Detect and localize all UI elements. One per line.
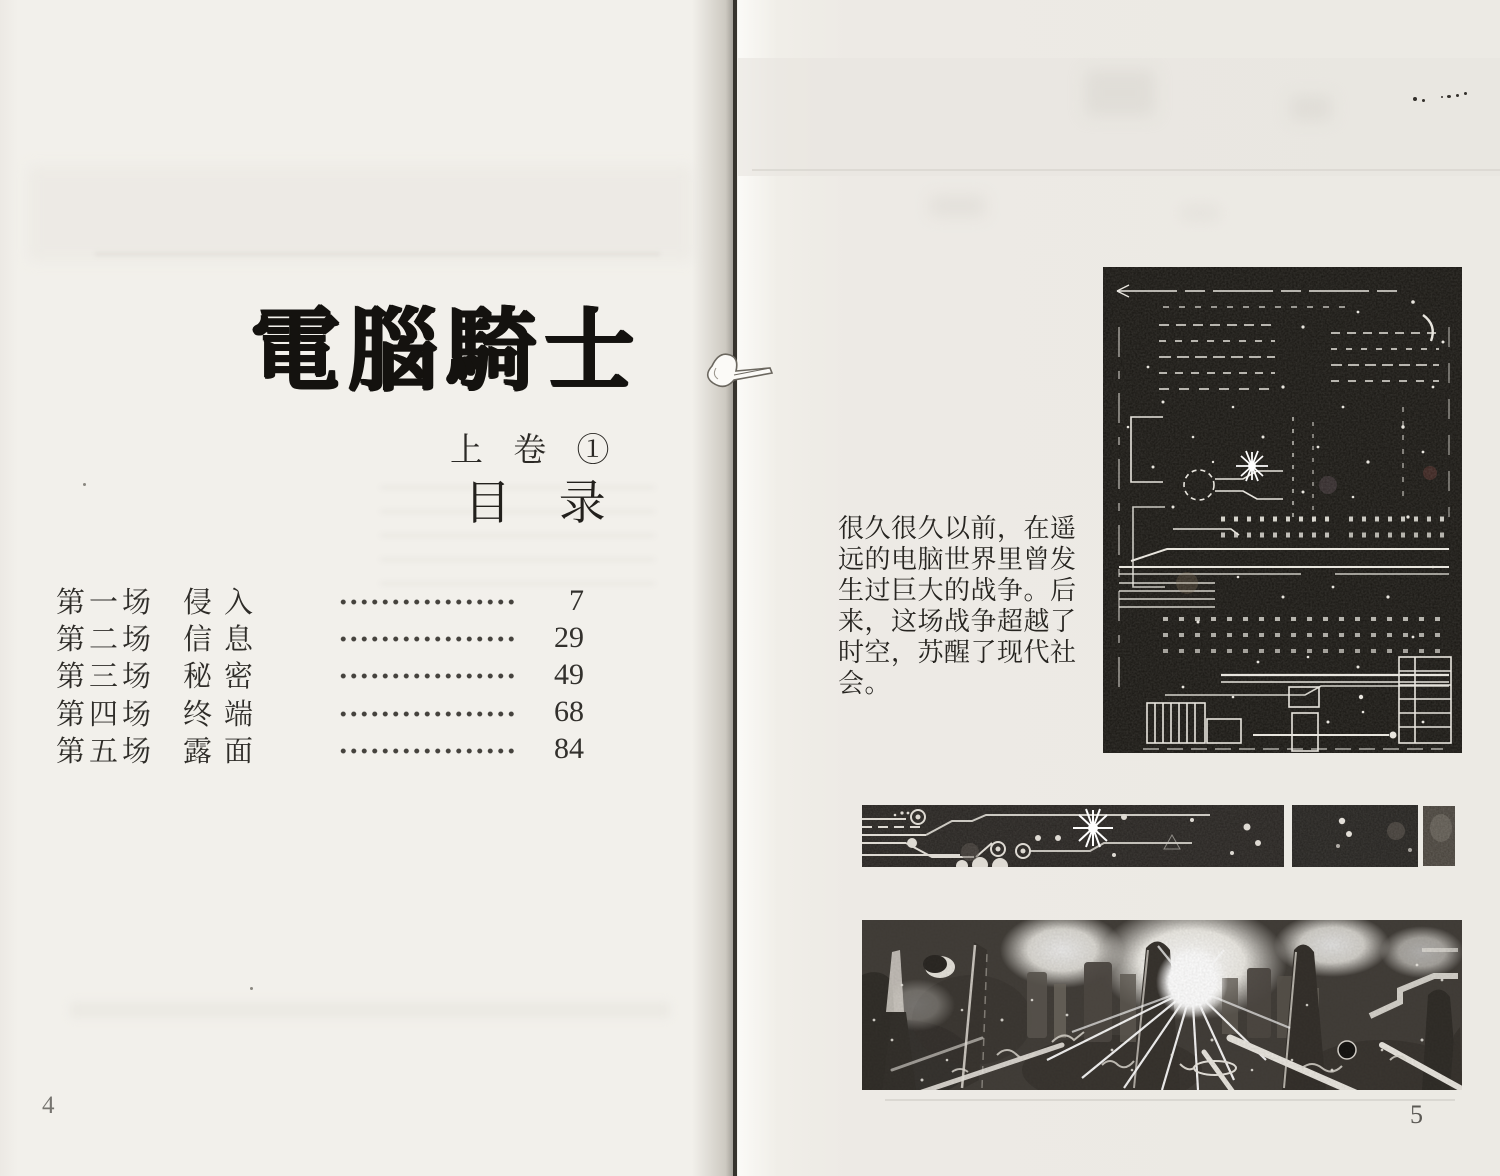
showthrough-line bbox=[95, 252, 660, 256]
binding-thread-icon bbox=[698, 344, 784, 398]
paper-speck bbox=[83, 483, 86, 486]
showthrough-smudge bbox=[1290, 95, 1332, 121]
toc-page-number: 29 bbox=[554, 620, 584, 654]
comic-panel-circuit-city bbox=[1103, 267, 1462, 753]
toc-page-number: 68 bbox=[554, 695, 584, 729]
crease-line bbox=[752, 169, 1500, 171]
toc-row bbox=[56, 582, 584, 619]
dot-leader bbox=[336, 582, 516, 619]
book-gutter bbox=[733, 0, 737, 1176]
war-scene-artwork bbox=[862, 920, 1462, 1090]
narration-line: 远的电脑世界里曾发 bbox=[838, 545, 1077, 575]
comic-panel-circuit-strip bbox=[1423, 806, 1455, 866]
toc-chapter-label: 第二场 bbox=[56, 624, 156, 657]
showthrough-band bbox=[70, 1002, 670, 1018]
ink-speck bbox=[1456, 94, 1459, 97]
toc-page-number: 49 bbox=[554, 657, 584, 691]
dot-leader bbox=[336, 619, 516, 656]
narration-text bbox=[838, 514, 1092, 700]
ink-speck bbox=[1464, 92, 1467, 95]
page-number-right: 5 bbox=[1410, 1100, 1423, 1129]
toc-chapter-label: 第四场 bbox=[56, 698, 156, 731]
narration-line: 会。 bbox=[838, 669, 892, 699]
toc-row bbox=[56, 619, 584, 656]
toc-page-number: 7 bbox=[569, 583, 584, 617]
ink-speck bbox=[1422, 99, 1425, 102]
toc-row bbox=[56, 694, 584, 731]
paper-speck bbox=[250, 987, 253, 990]
toc-chapter-label: 第三场 bbox=[56, 661, 156, 694]
book-title: 電腦騎士 bbox=[250, 298, 642, 403]
toc-row bbox=[56, 731, 584, 768]
toc-entry-title: 露面 bbox=[183, 735, 266, 768]
comic-panel-circuit-strip bbox=[1292, 805, 1418, 867]
circuit-city-artwork bbox=[1103, 267, 1462, 753]
dot-leader bbox=[336, 694, 516, 731]
circuit-strip-artwork bbox=[1292, 805, 1418, 867]
volume-label: 上 卷 ① bbox=[450, 433, 621, 469]
toc-entry-title: 侵入 bbox=[183, 587, 266, 620]
showthrough-band bbox=[28, 166, 693, 261]
toc-heading: 目 录 bbox=[464, 478, 624, 530]
narration-line: 来，这场战争超越了 bbox=[838, 607, 1077, 637]
dot-leader bbox=[336, 731, 516, 768]
table-of-contents bbox=[56, 582, 584, 768]
showthrough-smudge bbox=[1180, 205, 1220, 221]
dot-leader bbox=[336, 656, 516, 693]
circuit-strip-artwork bbox=[862, 805, 1284, 867]
circuit-strip-artwork bbox=[1423, 806, 1455, 866]
book-gutter-shadow bbox=[692, 0, 734, 1176]
narration-line: 时空，苏醒了现代社 bbox=[838, 638, 1077, 668]
toc-page-number: 84 bbox=[554, 732, 584, 766]
ink-speck bbox=[1441, 96, 1443, 98]
showthrough-smudge bbox=[930, 196, 985, 216]
comic-panel-war-scene bbox=[862, 920, 1462, 1090]
narration-line: 生过巨大的战争。后 bbox=[838, 576, 1077, 606]
toc-row bbox=[56, 656, 584, 693]
toc-chapter-label: 第五场 bbox=[56, 735, 156, 768]
toc-entry-title: 终端 bbox=[183, 698, 266, 731]
comic-panel-circuit-strip bbox=[862, 805, 1284, 867]
ink-speck bbox=[1413, 97, 1417, 101]
ink-speck bbox=[1447, 95, 1451, 98]
toc-entry-title: 信息 bbox=[183, 624, 266, 657]
binding-thread bbox=[698, 344, 784, 398]
showthrough-smudge bbox=[1085, 70, 1155, 116]
toc-chapter-label: 第一场 bbox=[56, 587, 156, 620]
footer-rule bbox=[885, 1099, 1455, 1101]
narration-line: 很久很久以前，在遥 bbox=[838, 514, 1077, 544]
page-number-left: 4 bbox=[42, 1092, 55, 1119]
toc-entry-title: 秘密 bbox=[183, 661, 266, 694]
